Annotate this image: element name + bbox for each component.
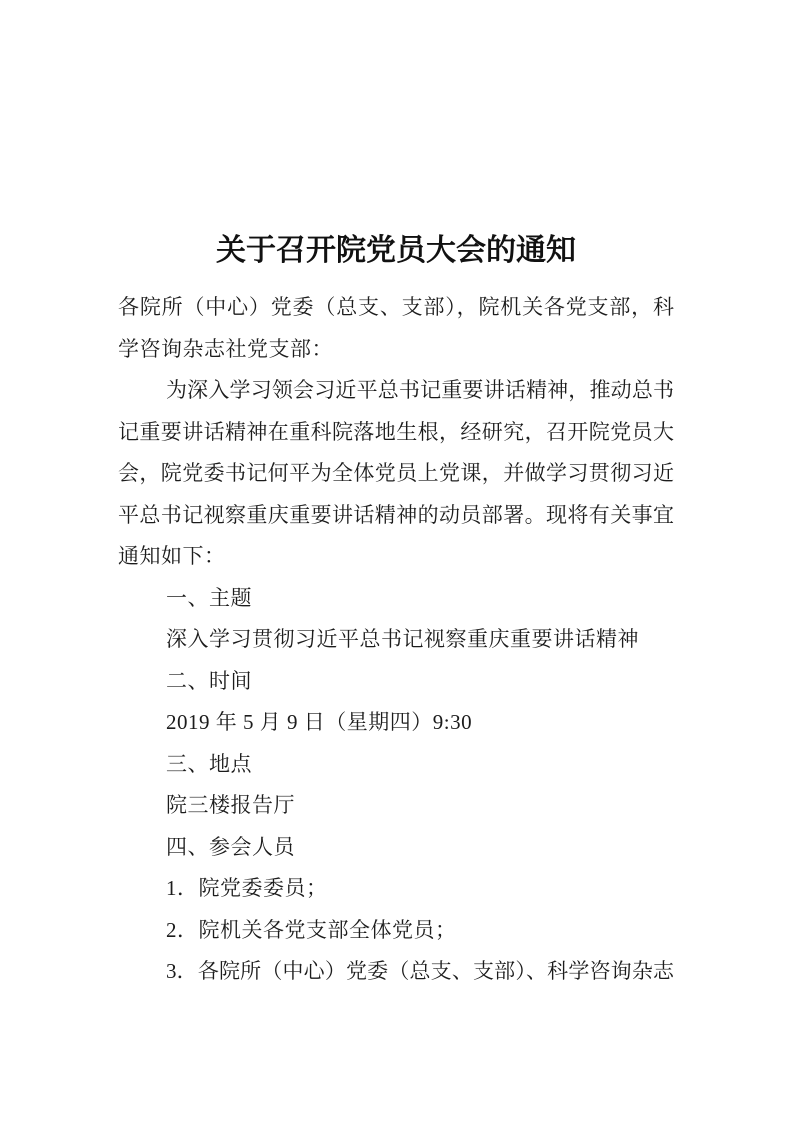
text-line: 通知如下： [118,544,226,568]
document-body [118,287,674,993]
text-line: 2．院机关各党支部全体党员； [166,917,457,942]
text-line: 各院所（中心）党委（总支、支部），院机关各党支部，科 [118,295,674,319]
text-line: 一、主题 [166,585,252,610]
text-line: 深入学习贯彻习近平总书记视察重庆重要讲话精神 [166,627,639,651]
text-line: 会，院党委书记何平为全体党员上党课，并做学习贯彻习近 [118,461,674,485]
text-line: 3．各院所（中心）党委（总支、支部）、科学咨询杂志 [166,959,674,983]
text-line: 二、时间 [166,668,252,693]
text-line: 院三楼报告厅 [166,793,295,817]
text-line: 记重要讲话精神在重科院落地生根，经研究，召开院党员大 [118,419,674,444]
text-line: 2019 年 5 月 9 日（星期四）9:30 [166,710,473,734]
text-line: 三、地点 [166,751,252,776]
text-line: 四、参会人员 [166,834,295,859]
text-line: 学咨询杂志社党支部： [118,336,333,361]
text-line: 平总书记视察重庆重要讲话精神的动员部署。现将有关事宜 [118,502,674,527]
text-line: 为深入学习领会习近平总书记重要讲话精神，推动总书 [166,378,674,402]
document-title: 关于召开院党员大会的通知 [216,234,576,267]
text-line: 1．院党委委员； [166,876,328,900]
document-page [118,228,674,993]
